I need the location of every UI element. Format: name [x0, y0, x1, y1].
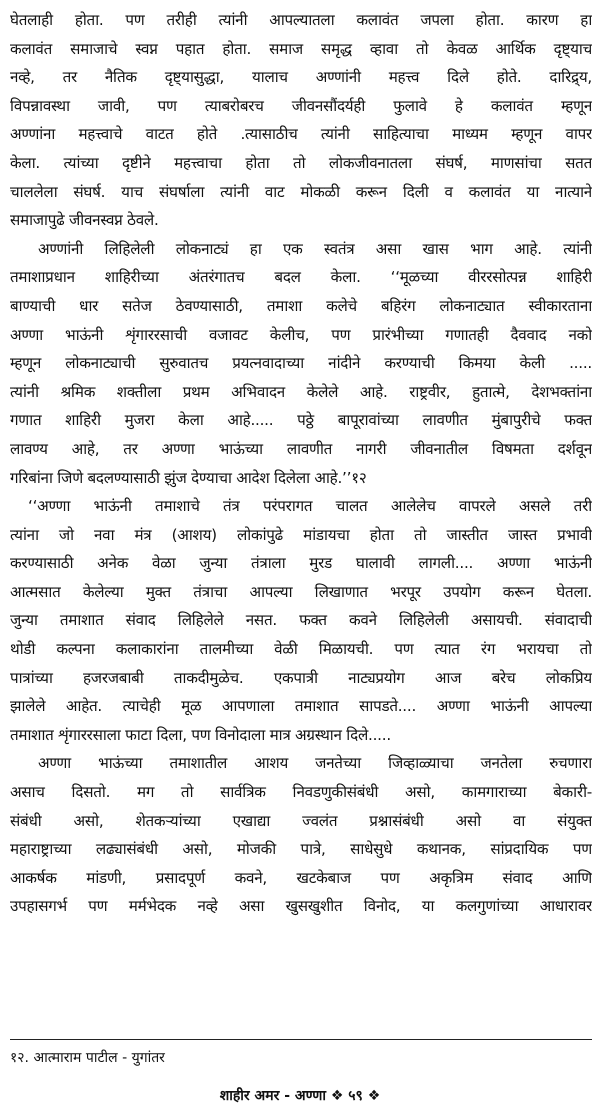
text-line: लावण्य आहे, तर अण्णा भाऊंच्या लावणीत नागरी जीवनातील विषमता दर्शवून [10, 439, 592, 458]
text-line: आकर्षक मांडणी, प्रसादपूर्ण कवने, खटकेबाज पण अकृत्रिम संवाद आणि [10, 868, 592, 887]
footnote: १२. आत्माराम पाटील - युगांतर [10, 1050, 165, 1066]
text-line: महाराष्ट्राच्या लढ्यासंबंधी असो, मोजकी पात्रे, साधेसुधे कथानक, सांप्रदायिक पण [10, 840, 592, 859]
text-line: विपन्नावस्था जावी, पण त्याबरोबरच जीवनसौंदर्यही फुलावे हे कलावंत म्हणून [10, 96, 592, 115]
text-line: त्यांना जो नवा मंत्र (आशय) लोकांपुढे मांडायचा होता तो जास्तीत जास्त प्रभावी [10, 525, 592, 544]
text-line: गरिबांना जिणे बदलण्यासाठी झुंज देण्याचा आदेश दिलेला आहे.’’१२ [10, 468, 367, 487]
text-line: म्हणून लोकनाट्याची सुरुवातच प्रयत्नवादाच्या नांदीने करण्याची किमया केली ..... [10, 354, 592, 373]
text-line: नव्हे, तर नैतिक दृष्ट्यासुद्धा, यालाच अण्णांनी महत्त्व दिले होते. दारिद्र्य, [10, 68, 592, 87]
text-line: पात्रांच्या हजरजबाबी ताकदीमुळेच. एकपात्री नाट्यप्रयोग आज बरेच लोकप्रिय [10, 668, 592, 687]
text-line: अण्णांनी लिहिलेली लोकनाट्यं हा एक स्वतंत्र असा खास भाग आहे. त्यांनी [38, 239, 592, 258]
text-line: तमाशात शृंगाररसाला फाटा दिला, पण विनोदाला मात्र अग्रस्थान दिले..... [10, 725, 391, 744]
text-line: चाललेला संघर्ष. याच संघर्षाला त्यांनी वाट मोकळी करून दिली व कलावंत या नात्याने [10, 182, 592, 201]
text-line: आत्मसात केलेल्या मुक्त तंत्राचा आपल्या लिखाणात भरपूर उपयोग करून घेतला. [10, 582, 592, 601]
body-text [10, 6, 592, 921]
text-line: करण्यासाठी अनेक वेळा जुन्या तंत्राला मुरड घालावी लागली.... अण्णा भाऊंनी [10, 554, 592, 573]
text-line: ‘‘अण्णा भाऊंनी तमाशाचे तंत्र परंपरागत चालत आलेलेच वापरले असले तरी [28, 497, 592, 516]
text-line: संबंधी असो, शेतकऱ्यांच्या एखाद्या ज्वलंत प्रश्नासंबंधी असो वा संयुक्त [10, 811, 592, 830]
page-footer: शाहीर अमर - अण्णा ❖ ५९ ❖ [219, 1088, 381, 1104]
text-line: अण्णा भाऊंनी शृंगाररसाची वजावट केलीच, पण प्रारंभीच्या गणातही दैववाद नको [10, 325, 592, 344]
text-line: बाण्याची धार सतेज ठेवण्यासाठी, तमाशा कलेचे बहिरंग लोकनाट्यात स्वीकारताना [10, 296, 592, 315]
text-line: समाजापुढे जीवनस्वप्न ठेवले. [10, 211, 159, 230]
text-line: कलावंत समाजाचे स्वप्न पहात होता. समाज समृद्ध व्हावा तो केवळ आर्थिक दृष्ट्याच [10, 39, 592, 58]
text-line: जुन्या तमाशात संवाद लिहिलेले नसत. फक्त कवने लिहिलेली असायची. संवादाची [10, 611, 592, 630]
text-line: अण्णा भाऊंच्या तमाशातील आशय जनतेच्या जिव्हाळ्याचा जनतेला रुचणारा [38, 754, 592, 773]
text-line: त्यांनी श्रमिक शक्तीला प्रथम अभिवादन केलेले आहे. राष्ट्रवीर, हुतात्मे, देशभक्तांना [10, 382, 592, 401]
footnote-divider [10, 1039, 592, 1040]
text-line: थोडी कल्पना कलाकारांना तालमीच्या वेळी मिळायची. पण त्यात रंग भरायचा तो [10, 640, 592, 659]
text-line: गणात शाहिरी मुजरा केला आहे..... पठ्ठे बापूरावांच्या लावणीत मुंबापुरीचे फक्त [10, 411, 592, 430]
text-line: असाच दिसतो. मग तो सार्वत्रिक निवडणुकीसंबंधी असो, कामगाराच्या बेकारी- [10, 783, 592, 802]
text-line: अण्णांना महत्त्वाचे वाटत होते .त्यासाठीच त्यांनी साहित्याचा माध्यम म्हणून वापर [10, 125, 592, 144]
text-line: तमाशाप्रधान शाहिरीच्या अंतरंगातच बदल केला. ‘‘मूळच्या वीररसोत्पन्न शाहिरी [10, 268, 592, 287]
text-line: उपहासगर्भ पण मर्मभेदक नव्हे असा खुसखुशीत विनोद, या कलगुणांच्या आधारावर [10, 897, 592, 916]
text-line: केला. त्यांच्या दृष्टीने महत्त्वाचा होता तो लोकजीवनातला संघर्ष, माणसांचा सतत [10, 153, 592, 172]
text-line: घेतलाही होता. पण तरीही त्यांनी आपल्यातला कलावंत जपला होता. कारण हा [10, 11, 592, 29]
text-line: झालेले आहेत. त्याचेही मूळ आपणाला तमाशात सापडते.... अण्णा भाऊंनी आपल्या [10, 697, 592, 716]
